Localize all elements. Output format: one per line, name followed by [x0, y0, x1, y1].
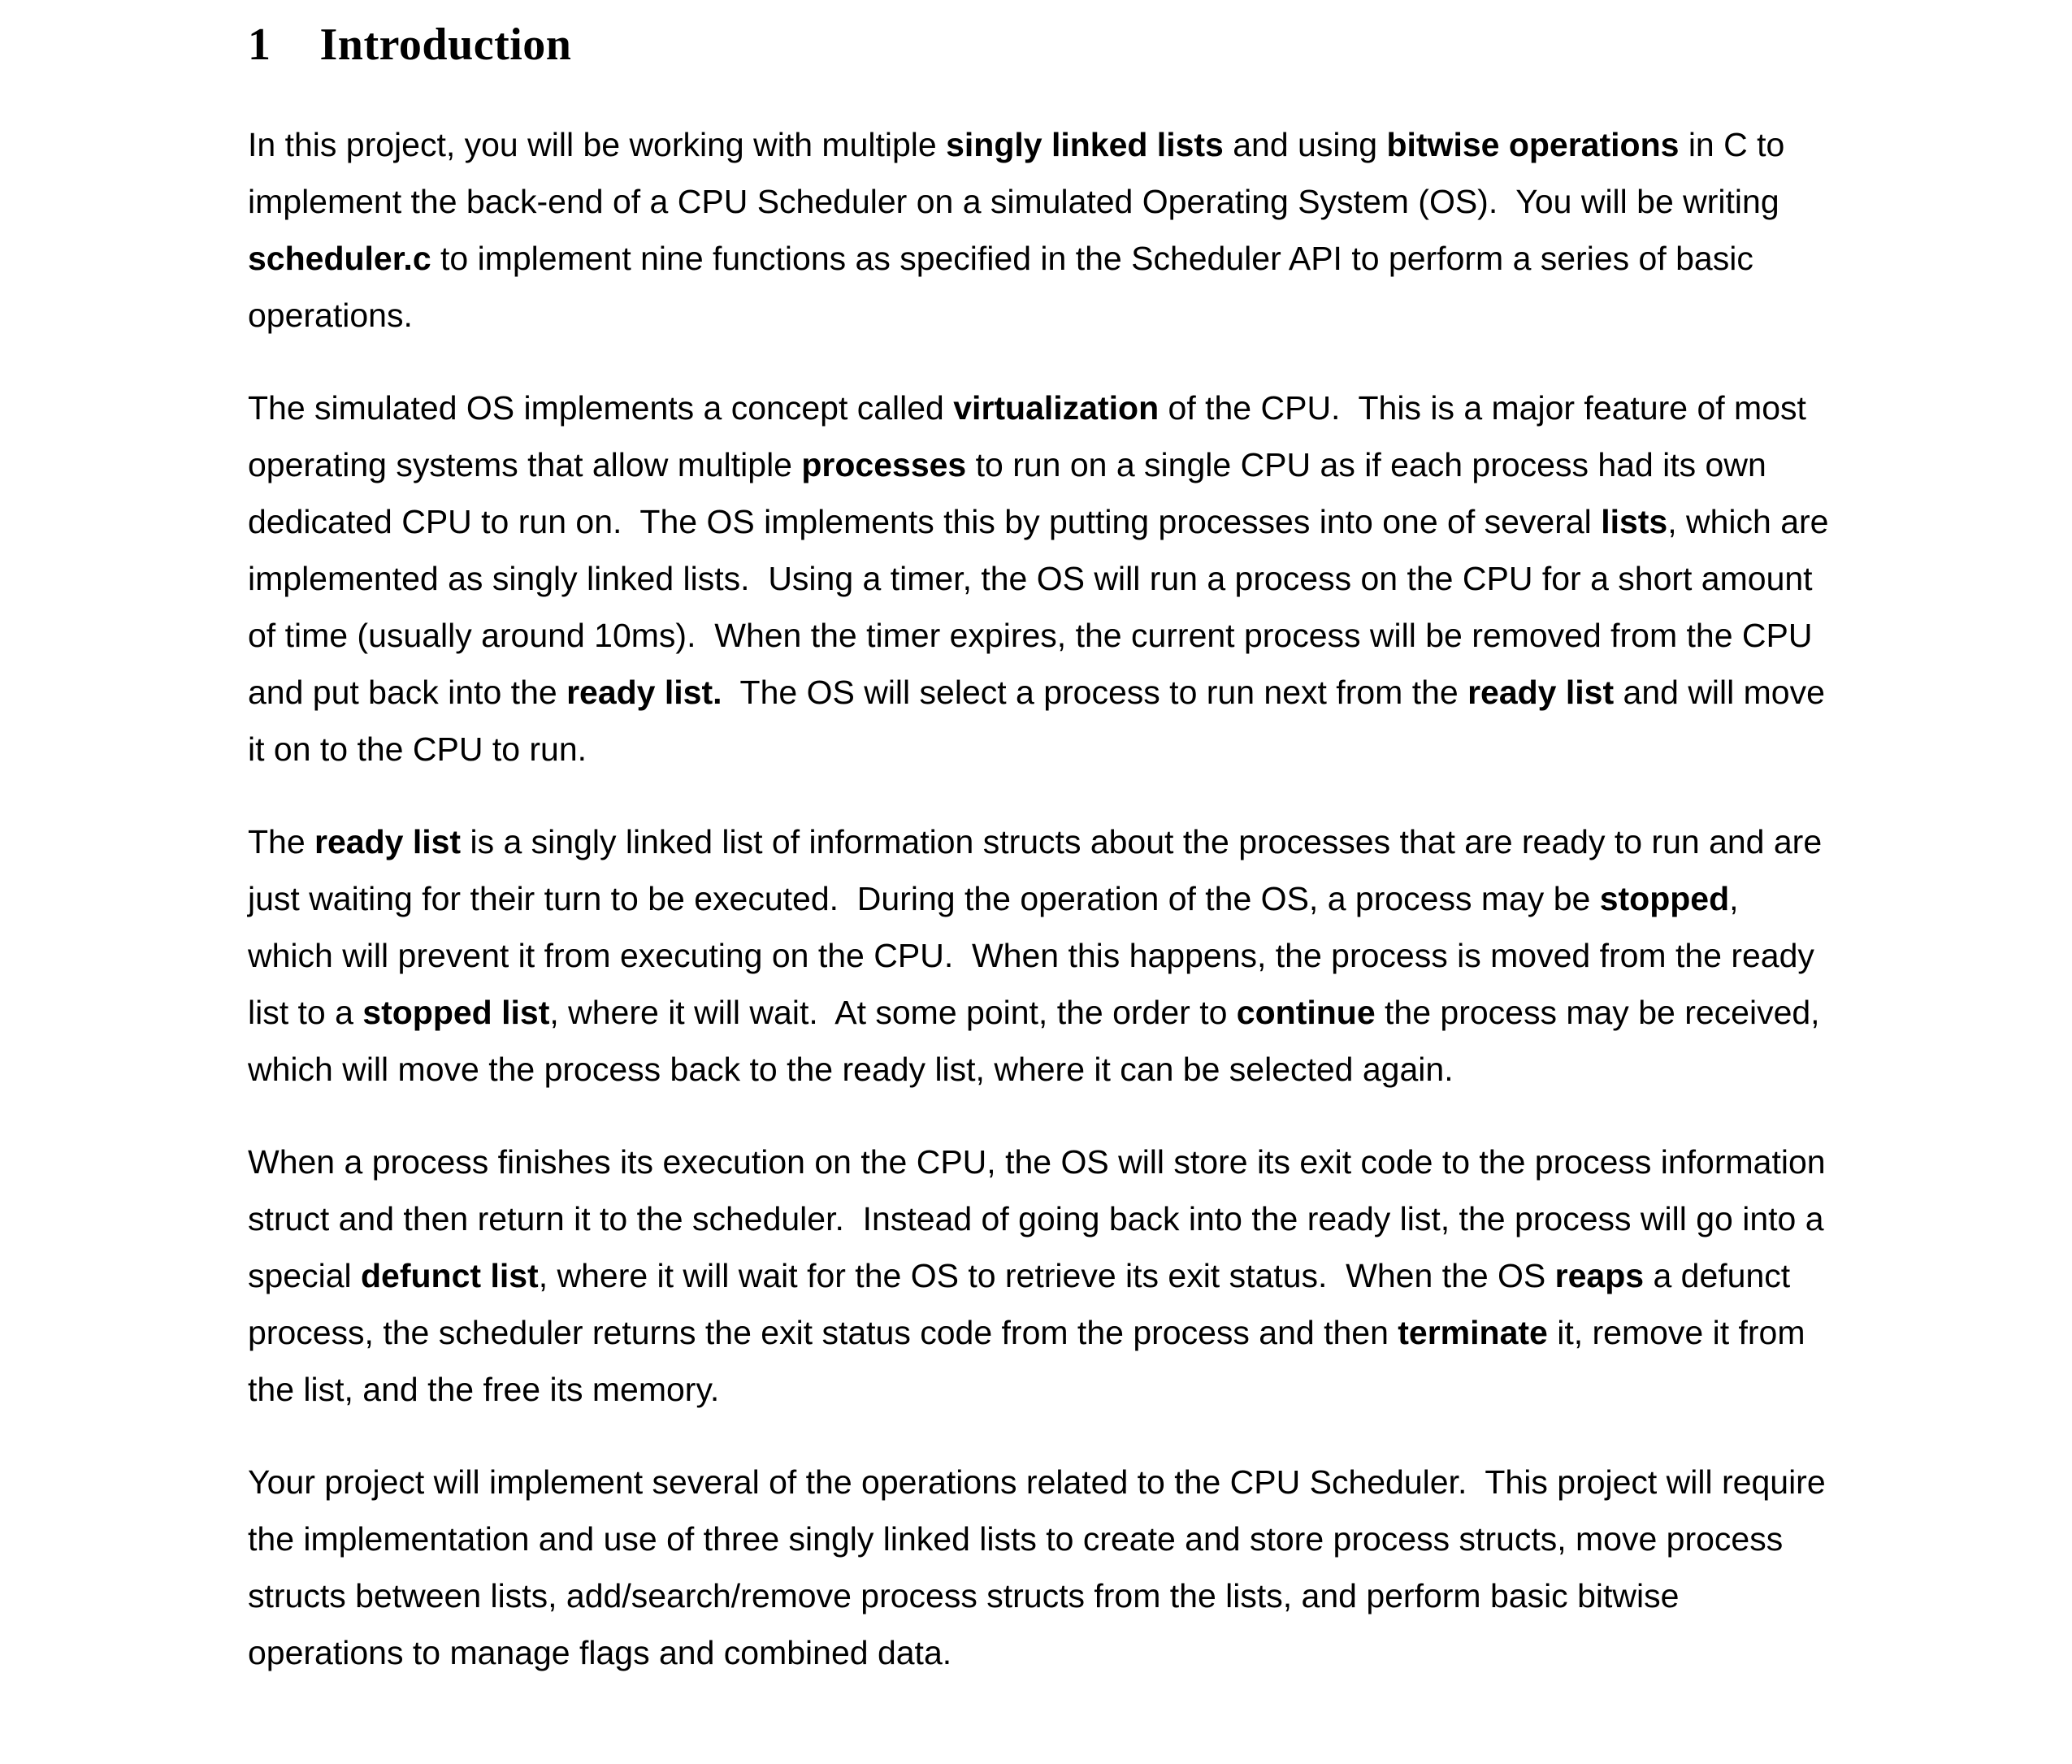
bold-text-run: defunct list: [361, 1257, 539, 1295]
bold-text-run: virtualization: [953, 389, 1160, 427]
text-run: Your project will implement several of the operations related to the CPU Scheduler. This project will require the implementation and use of three singly linked lists to create and store process structs, move process structs between lists, add/search/remove process structs from the lists, and perform basic bitwise operations to manage flags and combined data.: [248, 1463, 1836, 1672]
text-run: and will move it on to the CPU to run.: [248, 674, 1835, 769]
bold-text-run: terminate: [1398, 1314, 1548, 1352]
section-title: Introduction: [319, 20, 572, 70]
bold-text-run: stopped: [1599, 880, 1730, 918]
paragraphs-container: [248, 116, 1838, 1681]
text-run: the process may be received, which will move the process back to the ready list, where it can be selected again.: [248, 994, 1829, 1089]
text-run: to implement nine functions as specified in the Scheduler API to perform a series of basic operations.: [248, 240, 1763, 335]
paragraph: [248, 116, 1832, 344]
text-run: When a process finishes its execution on the CPU, the OS will store its exit code to the process information struct and then return it to the scheduler. Instead of going back into the ready list, the process will go into a special: [248, 1143, 1835, 1295]
paragraph: [248, 813, 1832, 1098]
text-run: , where it will wait. At some point, the order to: [549, 994, 1237, 1032]
bold-text-run: continue: [1236, 994, 1376, 1032]
bold-text-run: scheduler.c: [248, 240, 431, 278]
section-heading: [248, 18, 1832, 72]
text-run: , which will prevent it from executing on the CPU. When this happens, the process is moved from the ready list to a: [248, 880, 1824, 1032]
text-run: , where it will wait for the OS to retrieve its exit status. When the OS: [538, 1257, 1555, 1295]
bold-text-run: bitwise operations: [1386, 126, 1680, 164]
bold-text-run: processes: [801, 446, 967, 484]
paragraph: [248, 379, 1838, 778]
paragraph: [248, 1133, 1835, 1418]
text-run: of the CPU. This is a major feature of most operating systems that allow multiple: [248, 389, 1816, 484]
bold-text-run: ready list.: [566, 674, 722, 712]
text-run: The OS will select a process to run next from the: [722, 674, 1468, 712]
text-run: it, remove it from the list, and the free its memory.: [248, 1314, 1814, 1409]
bold-text-run: ready list: [1467, 674, 1615, 712]
bold-text-run: reaps: [1554, 1257, 1645, 1295]
text-run: The: [248, 823, 315, 861]
text-run: and using: [1223, 126, 1387, 164]
bold-text-run: singly linked lists: [946, 126, 1224, 164]
text-run: The simulated OS implements a concept called: [248, 389, 954, 427]
bold-text-run: stopped list: [362, 994, 550, 1032]
section-number: 1: [248, 20, 271, 70]
text-run: a defunct process, the scheduler returns the exit status code from the process and then: [248, 1257, 1800, 1352]
text-run: In this project, you will be working with multiple: [248, 126, 947, 164]
text-run: , which are implemented as singly linked lists. Using a timer, the OS will run a process on the CPU for a short amount of time (usually around 10ms). When the timer expires, the current process will be removed from the CPU and put back into the: [248, 503, 1838, 712]
paragraph: [248, 1454, 1836, 1681]
text-run: in C to implement the back-end of a CPU Scheduler on a simulated Operating System (OS). You will be writing: [248, 126, 1794, 221]
text-run: to run on a single CPU as if each process had its own dedicated CPU to run on. The OS implements this by putting processes into one of several: [248, 446, 1776, 541]
bold-text-run: ready list: [314, 823, 462, 861]
bold-text-run: lists: [1601, 503, 1668, 541]
text-run: is a singly linked list of information structs about the processes that are ready to run and are just waiting for their turn to be executed. During the operation of the OS, a process may be: [248, 823, 1831, 918]
